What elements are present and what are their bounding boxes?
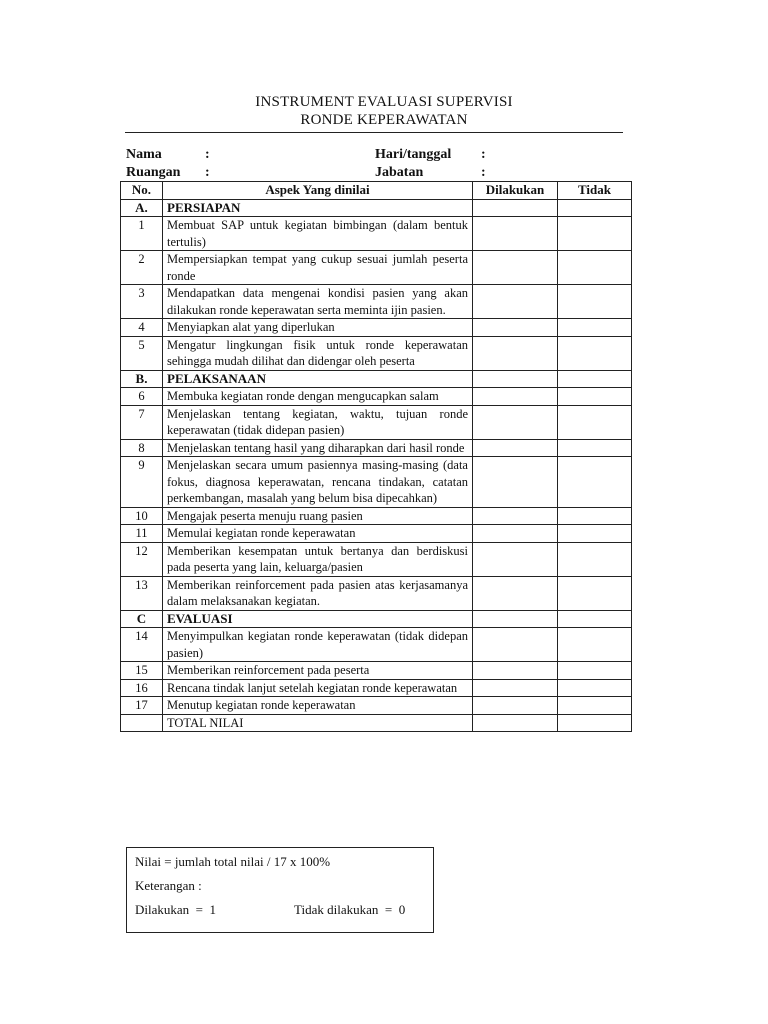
table-row — [121, 439, 632, 457]
section-id: A. — [121, 199, 163, 217]
tidak-cell[interactable] — [558, 439, 632, 457]
row-aspek: Menjelaskan secara umum pasiennya masing-masing (data fokus, diagnosa keperawatan, rencana tindakan, catatan perkembangan, masalah yang belum bisa dipecahkan) — [163, 457, 473, 508]
row-no: 11 — [121, 525, 163, 543]
table-row — [121, 507, 632, 525]
row-no: 5 — [121, 336, 163, 370]
tidak-cell[interactable] — [558, 336, 632, 370]
tidak-cell[interactable] — [558, 370, 632, 388]
table-row — [121, 457, 632, 508]
dilakukan-cell[interactable] — [473, 285, 558, 319]
row-no: 9 — [121, 457, 163, 508]
tidak-cell[interactable] — [558, 507, 632, 525]
row-no: 4 — [121, 319, 163, 337]
row-aspek: Menjelaskan tentang hasil yang diharapkan dari hasil ronde — [163, 439, 473, 457]
tidak-cell[interactable] — [558, 576, 632, 610]
jabatan-colon: : — [481, 165, 486, 180]
tidak-cell[interactable] — [558, 610, 632, 628]
dilakukan-cell[interactable] — [473, 405, 558, 439]
row-aspek: Mempersiapkan tempat yang cukup sesuai jumlah peserta ronde — [163, 251, 473, 285]
row-no: 8 — [121, 439, 163, 457]
table-row — [121, 679, 632, 697]
total-dilakukan-cell[interactable] — [473, 714, 558, 732]
row-no: 14 — [121, 628, 163, 662]
scoring-note-box — [126, 847, 434, 933]
table-row — [121, 336, 632, 370]
tidak-cell[interactable] — [558, 199, 632, 217]
tidak-cell[interactable] — [558, 285, 632, 319]
row-no: 1 — [121, 217, 163, 251]
row-no: 17 — [121, 697, 163, 715]
tidak-cell[interactable] — [558, 679, 632, 697]
dilakukan-cell[interactable] — [473, 610, 558, 628]
section-id: C — [121, 610, 163, 628]
ruangan-colon: : — [205, 165, 210, 180]
title-divider — [125, 132, 623, 133]
tidak-cell[interactable] — [558, 542, 632, 576]
keterangan-label: Keterangan : — [135, 878, 202, 893]
dilakukan-cell[interactable] — [473, 507, 558, 525]
table-header-row — [121, 182, 632, 200]
table-row — [121, 525, 632, 543]
dilakukan-cell[interactable] — [473, 217, 558, 251]
total-row — [121, 714, 632, 732]
ruangan-label: Ruangan — [126, 165, 181, 180]
row-no: 13 — [121, 576, 163, 610]
dilakukan-cell[interactable] — [473, 457, 558, 508]
row-aspek: Memberikan reinforcement pada pasien atas kerjasamanya dalam melaksanakan kegiatan. — [163, 576, 473, 610]
tidak-cell[interactable] — [558, 217, 632, 251]
dilakukan-cell[interactable] — [473, 388, 558, 406]
table-row — [121, 388, 632, 406]
nama-colon: : — [205, 147, 210, 162]
total-no-cell — [121, 714, 163, 732]
row-aspek: Menjelaskan tentang kegiatan, waktu, tujuan ronde keperawatan (tidak didepan pasien) — [163, 405, 473, 439]
dilakukan-cell[interactable] — [473, 199, 558, 217]
section-row-pelaksanaan — [121, 370, 632, 388]
tidak-cell[interactable] — [558, 405, 632, 439]
total-tidak-cell[interactable] — [558, 714, 632, 732]
dilakukan-cell[interactable] — [473, 542, 558, 576]
hari-tanggal-label: Hari/tanggal — [375, 147, 452, 162]
dilakukan-cell[interactable] — [473, 525, 558, 543]
dilakukan-cell[interactable] — [473, 628, 558, 662]
nama-label: Nama — [126, 147, 162, 162]
dilakukan-cell[interactable] — [473, 662, 558, 680]
dilakukan-cell[interactable] — [473, 576, 558, 610]
section-id: B. — [121, 370, 163, 388]
row-aspek: Memberikan reinforcement pada peserta — [163, 662, 473, 680]
section-title: EVALUASI — [163, 610, 473, 628]
tidak-cell[interactable] — [558, 628, 632, 662]
header-aspek: Aspek Yang dinilai — [163, 182, 473, 200]
row-no: 3 — [121, 285, 163, 319]
tidak-cell[interactable] — [558, 319, 632, 337]
tidak-cell[interactable] — [558, 388, 632, 406]
row-aspek: Menyiapkan alat yang diperlukan — [163, 319, 473, 337]
row-no: 2 — [121, 251, 163, 285]
table-row — [121, 576, 632, 610]
table-row — [121, 662, 632, 680]
tidak-cell[interactable] — [558, 457, 632, 508]
tidak-cell[interactable] — [558, 251, 632, 285]
table-row — [121, 405, 632, 439]
section-title: PELAKSANAAN — [163, 370, 473, 388]
row-no: 10 — [121, 507, 163, 525]
row-aspek: Memberikan kesempatan untuk bertanya dan berdiskusi pada peserta yang lain, keluarga/pasien — [163, 542, 473, 576]
tidak-cell[interactable] — [558, 525, 632, 543]
dilakukan-cell[interactable] — [473, 370, 558, 388]
evaluation-table — [120, 181, 632, 732]
table-row — [121, 628, 632, 662]
tidak-cell[interactable] — [558, 697, 632, 715]
table-row — [121, 285, 632, 319]
table-row — [121, 542, 632, 576]
row-no: 12 — [121, 542, 163, 576]
row-aspek: Menutup kegiatan ronde keperawatan — [163, 697, 473, 715]
dilakukan-score: Dilakukan = 1 — [135, 902, 216, 917]
total-label: TOTAL NILAI — [163, 714, 473, 732]
dilakukan-cell[interactable] — [473, 251, 558, 285]
document-title-line-1: INSTRUMENT EVALUASI SUPERVISI — [255, 94, 513, 110]
document-title-line-2: RONDE KEPERAWATAN — [300, 112, 468, 128]
dilakukan-cell[interactable] — [473, 319, 558, 337]
hari-tanggal-colon: : — [481, 147, 486, 162]
row-no: 7 — [121, 405, 163, 439]
scoring-formula: Nilai = jumlah total nilai / 17 x 100% — [135, 854, 331, 869]
header-dilakukan: Dilakukan — [473, 182, 558, 200]
dilakukan-cell[interactable] — [473, 697, 558, 715]
row-aspek: Mendapatkan data mengenai kondisi pasien yang akan dilakukan ronde keperawatan serta meminta ijin pasien. — [163, 285, 473, 319]
section-row-persiapan — [121, 199, 632, 217]
table-row — [121, 217, 632, 251]
row-aspek: Mengajak peserta menuju ruang pasien — [163, 507, 473, 525]
row-aspek: Memulai kegiatan ronde keperawatan — [163, 525, 473, 543]
jabatan-label: Jabatan — [375, 165, 424, 180]
section-title: PERSIAPAN — [163, 199, 473, 217]
header-tidak: Tidak — [558, 182, 632, 200]
table-row — [121, 251, 632, 285]
row-no: 6 — [121, 388, 163, 406]
tidak-cell[interactable] — [558, 662, 632, 680]
section-row-evaluasi — [121, 610, 632, 628]
row-aspek: Membuat SAP untuk kegiatan bimbingan (dalam bentuk tertulis) — [163, 217, 473, 251]
row-aspek: Rencana tindak lanjut setelah kegiatan ronde keperawatan — [163, 679, 473, 697]
tidak-dilakukan-score: Tidak dilakukan = 0 — [294, 902, 406, 917]
dilakukan-cell[interactable] — [473, 336, 558, 370]
row-no: 16 — [121, 679, 163, 697]
row-aspek: Membuka kegiatan ronde dengan mengucapkan salam — [163, 388, 473, 406]
row-aspek: Mengatur lingkungan fisik untuk ronde keperawatan sehingga mudah dilihat dan didengar oleh peserta — [163, 336, 473, 370]
row-no: 15 — [121, 662, 163, 680]
table-row — [121, 697, 632, 715]
row-aspek: Menyimpulkan kegiatan ronde keperawatan (tidak didepan pasien) — [163, 628, 473, 662]
dilakukan-cell[interactable] — [473, 439, 558, 457]
dilakukan-cell[interactable] — [473, 679, 558, 697]
header-no: No. — [121, 182, 163, 200]
table-row — [121, 319, 632, 337]
